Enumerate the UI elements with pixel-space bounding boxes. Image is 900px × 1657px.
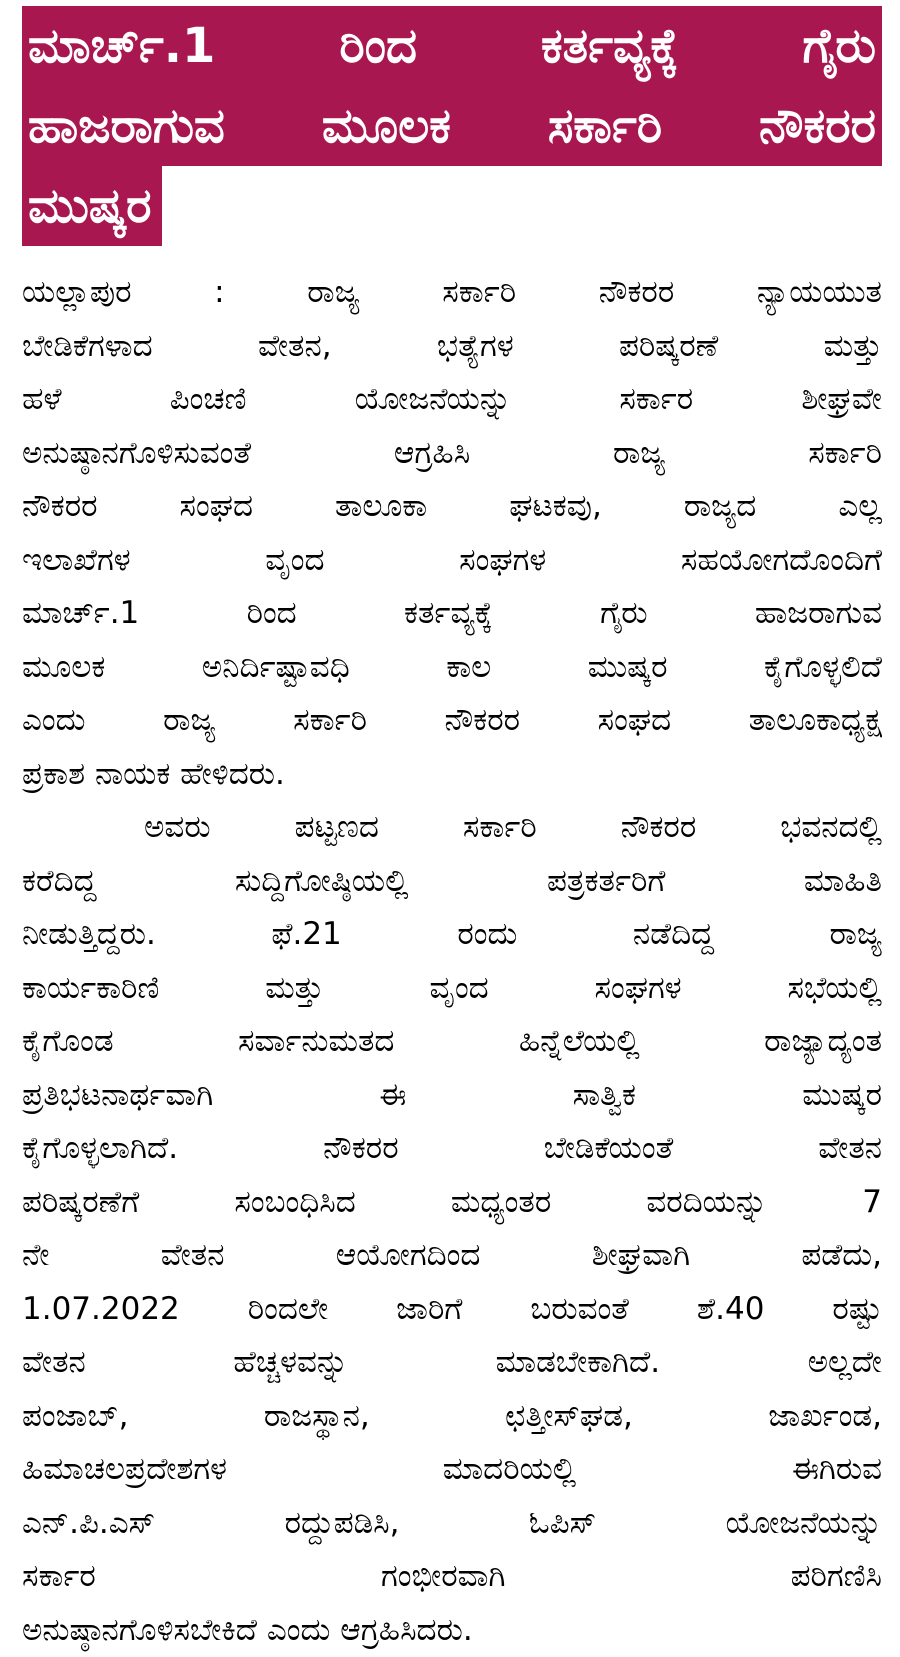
paragraph-line: ಇಲಾಖೆಗಳ ವೃಂದ ಸಂಘಗಳ ಸಹಯೋಗದೊಂದಿಗೆ (22, 534, 882, 588)
headline (22, 6, 882, 250)
article-paragraph-2 (22, 801, 882, 1657)
paragraph-line: ಹಿಮಾಚಲಪ್ರದೇಶಗಳ ಮಾದರಿಯಲ್ಲಿ ಈಗಿರುವ (22, 1443, 882, 1497)
headline-line-2: ಹಾಜರಾಗುವ ಮೂಲಕ ಸರ್ಕಾರಿ ನೌಕರರ (22, 86, 882, 166)
paragraph-line: ಸರ್ಕಾರ ಗಂಭೀರವಾಗಿ ಪರಿಗಣಿಸಿ (22, 1550, 882, 1604)
paragraph-line: ಕಾರ್ಯಕಾರಿಣಿ ಮತ್ತು ವೃಂದ ಸಂಘಗಳ ಸಭೆಯಲ್ಲಿ (22, 962, 882, 1016)
paragraph-line: ಯಲ್ಲಾಪುರ : ರಾಜ್ಯ ಸರ್ಕಾರಿ ನೌಕರರ ನ್ಯಾಯಯುತ (22, 266, 882, 320)
paragraph-line: ಎನ್.ಪಿ.ಎಸ್ ರದ್ದುಪಡಿಸಿ, ಓಪಿಸ್ ಯೋಜನೆಯನ್ನು (22, 1497, 882, 1551)
paragraph-line: ಕರೆದಿದ್ದ ಸುದ್ದಿಗೋಷ್ಠಿಯಲ್ಲಿ ಪತ್ರಕರ್ತರಿಗೆ ಮಾಹಿತಿ (22, 855, 882, 909)
paragraph-line: ಪ್ರಕಾಶ ನಾಯಕ ಹೇಳಿದರು. (22, 748, 882, 802)
paragraph-line: ಬೇಡಿಕೆಗಳಾದ ವೇತನ, ಭತ್ಯೆಗಳ ಪರಿಷ್ಕರಣೆ ಮತ್ತು (22, 320, 882, 374)
paragraph-line: ಕೈಗೊಳ್ಳಲಾಗಿದೆ. ನೌಕರರ ಬೇಡಿಕೆಯಂತೆ ವೇತನ (22, 1122, 882, 1176)
headline-line-1: ಮಾರ್ಚ್.1 ರಿಂದ ಕರ್ತವ್ಯಕ್ಕೆ ಗೈರು (22, 6, 882, 86)
paragraph-line: ಅನುಷ್ಠಾನಗೊಳಿಸಬೇಕಿದೆ ಎಂದು ಆಗ್ರಹಿಸಿದರು. (22, 1604, 882, 1657)
paragraph-line: ಎಂದು ರಾಜ್ಯ ಸರ್ಕಾರಿ ನೌಕರರ ಸಂಘದ ತಾಲೂಕಾಧ್ಯಕ್ಷ (22, 694, 882, 748)
paragraph-line: ಕೈಗೊಂಡ ಸರ್ವಾನುಮತದ ಹಿನ್ನೆಲೆಯಲ್ಲಿ ರಾಜ್ಯಾದ್ಯಂತ (22, 1015, 882, 1069)
article-body (22, 266, 882, 1657)
paragraph-line: 1.07.2022 ರಿಂದಲೇ ಜಾರಿಗೆ ಬರುವಂತೆ ಶೆ.40 ರಷ್ಟು (22, 1283, 882, 1337)
article-paragraph-1 (22, 266, 882, 801)
paragraph-line: ಮೂಲಕ ಅನಿರ್ದಿಷ್ಟಾವಧಿ ಕಾಲ ಮುಷ್ಕರ ಕೈಗೊಳ್ಳಲಿದೆ (22, 641, 882, 695)
paragraph-line: ಅವರು ಪಟ್ಟಣದ ಸರ್ಕಾರಿ ನೌಕರರ ಭವನದಲ್ಲಿ (22, 801, 882, 855)
paragraph-line: ಪಂಜಾಬ್, ರಾಜಸ್ಥಾನ, ಛತ್ತೀಸ್‌ಘಡ, ಜಾರ್ಖಂಡ, (22, 1390, 882, 1444)
paragraph-line: ನೇ ವೇತನ ಆಯೋಗದಿಂದ ಶೀಘ್ರವಾಗಿ ಪಡೆದು, (22, 1229, 882, 1283)
paragraph-line: ಪರಿಷ್ಕರಣೆಗೆ ಸಂಬಂಧಿಸಿದ ಮಧ್ಯಂತರ ವರದಿಯನ್ನು 7 (22, 1176, 882, 1230)
paragraph-line: ನೀಡುತ್ತಿದ್ದರು. ಫೆ.21 ರಂದು ನಡೆದಿದ್ದ ರಾಜ್ಯ (22, 908, 882, 962)
paragraph-line: ಹಳೆ ಪಿಂಚಣಿ ಯೋಜನೆಯನ್ನು ಸರ್ಕಾರ ಶೀಘ್ರವೇ (22, 373, 882, 427)
paragraph-line: ಪ್ರತಿಭಟನಾರ್ಥವಾಗಿ ಈ ಸಾತ್ವಿಕ ಮುಷ್ಕರ (22, 1069, 882, 1123)
paragraph-line: ಅನುಷ್ಠಾನಗೊಳಿಸುವಂತೆ ಆಗ್ರಹಿಸಿ ರಾಜ್ಯ ಸರ್ಕಾರಿ (22, 427, 882, 481)
paragraph-line: ವೇತನ ಹೆಚ್ಚಳವನ್ನು ಮಾಡಬೇಕಾಗಿದೆ. ಅಲ್ಲದೇ (22, 1336, 882, 1390)
paragraph-line: ನೌಕರರ ಸಂಘದ ತಾಲೂಕಾ ಘಟಕವು, ರಾಜ್ಯದ ಎಲ್ಲ (22, 480, 882, 534)
paragraph-line: ಮಾರ್ಚ್.1 ರಿಂದ ಕರ್ತವ್ಯಕ್ಕೆ ಗೈರು ಹಾಜರಾಗುವ (22, 587, 882, 641)
headline-line-3: ಮುಷ್ಕರ (22, 166, 162, 246)
